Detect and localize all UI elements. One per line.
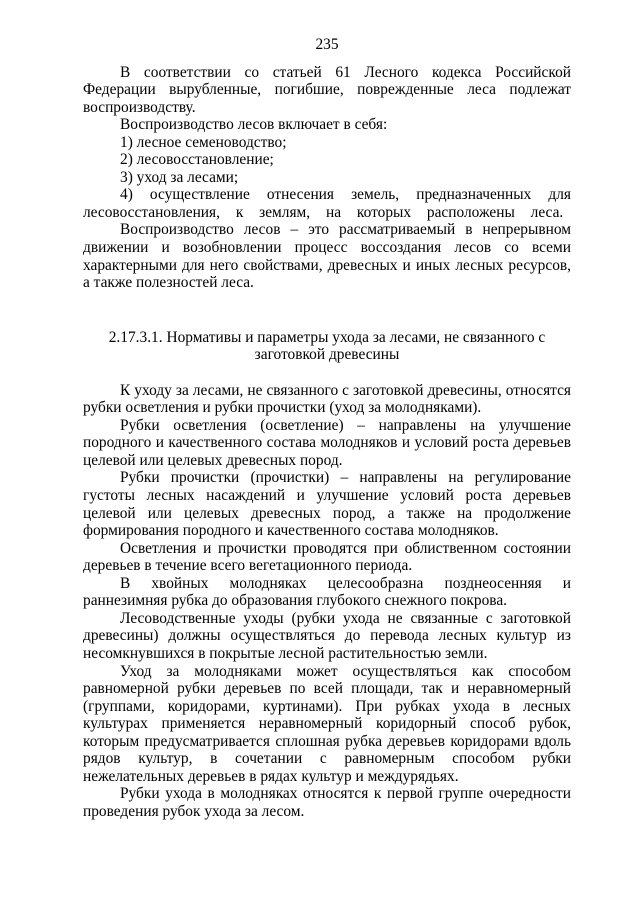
section-forest-care [83,382,571,821]
paragraph: Осветления и прочистки проводятся при облиственном состоянии деревьев в течение всего вегетационного периода. [83,539,571,575]
paragraph: В соответствии со статьей 61 Лесного кодекса Российской Федерации вырубленные, погибшие, поврежденные леса подлежат воспроизводству. [83,63,571,116]
paragraph: Лесоводственные уходы (рубки ухода не связанные с заготовкой древесины) должны осуществляться до перевода лесных культур из несомкнувшихся в покрытые лесной растительностью земли. [83,609,571,662]
section-heading-line: 2.17.3.1. Нормативы и параметры ухода за лесами, не связанного с [108,328,546,346]
section-heading-line: заготовкой древесины [254,346,400,364]
list-item: 4) осуществление отнесения земель, предназначенных для лесовосстановления, к землям, на которых расположены леса. [83,186,571,221]
list-item: 3) уход за лесами; [120,168,239,186]
section-heading [83,329,571,364]
paragraph: В хвойных молодняках целесообразна позднеосенняя и раннезимняя рубка до образования глубокого снежного покрова. [83,574,571,610]
paragraph: Рубки прочистки (прочистки) – направлены на регулирование густоты лесных насаждений и улучшение условий роста деревьев целевой или целевых древесных пород, а также на продолжение формирования породного и качественного состава молодняков. [83,469,571,540]
paragraph: Воспроизводство лесов – это рассматриваемый в непрерывном движении и возобновлении процесс воссоздания лесов со всеми характерными для него свойствами, древесных и иных лесных ресурсов, а также полезностей леса. [83,221,571,292]
section-reforestation [83,64,571,292]
page-number: 235 [315,36,339,53]
paragraph: Уход за молодняками может осуществляться как способом равномерной рубки деревьев по всей площади, так и неравномерный (группами, коридорами, куртинами). При рубках ухода в лесных культурах применяется неравномерный коридорный способ рубок, которым предусматривается сплошная рубка деревьев коридорами вдоль рядов культур, в сочетании с равномерным способом рубки нежелательных деревьев в рядах культур и междурядьях. [83,662,571,785]
list-item: 1) лесное семеноводство; [120,133,287,151]
list-item: 2) лесовосстановление; [120,151,274,169]
paragraph: Рубки ухода в молодняках относятся к первой группе очередности проведения рубок ухода за лесом. [83,785,571,820]
paragraph: Рубки осветления (осветление) – направлены на улучшение породного и качественного состава молодняков и условий роста деревьев целевой или целевых древесных пород. [83,416,571,469]
paragraph: Воспроизводство лесов включает в себя: [120,116,388,134]
paragraph: К уходу за лесами, не связанного с заготовкой древесины, относятся рубки осветления и рубки прочистки (уход за молодняками). [83,381,571,417]
